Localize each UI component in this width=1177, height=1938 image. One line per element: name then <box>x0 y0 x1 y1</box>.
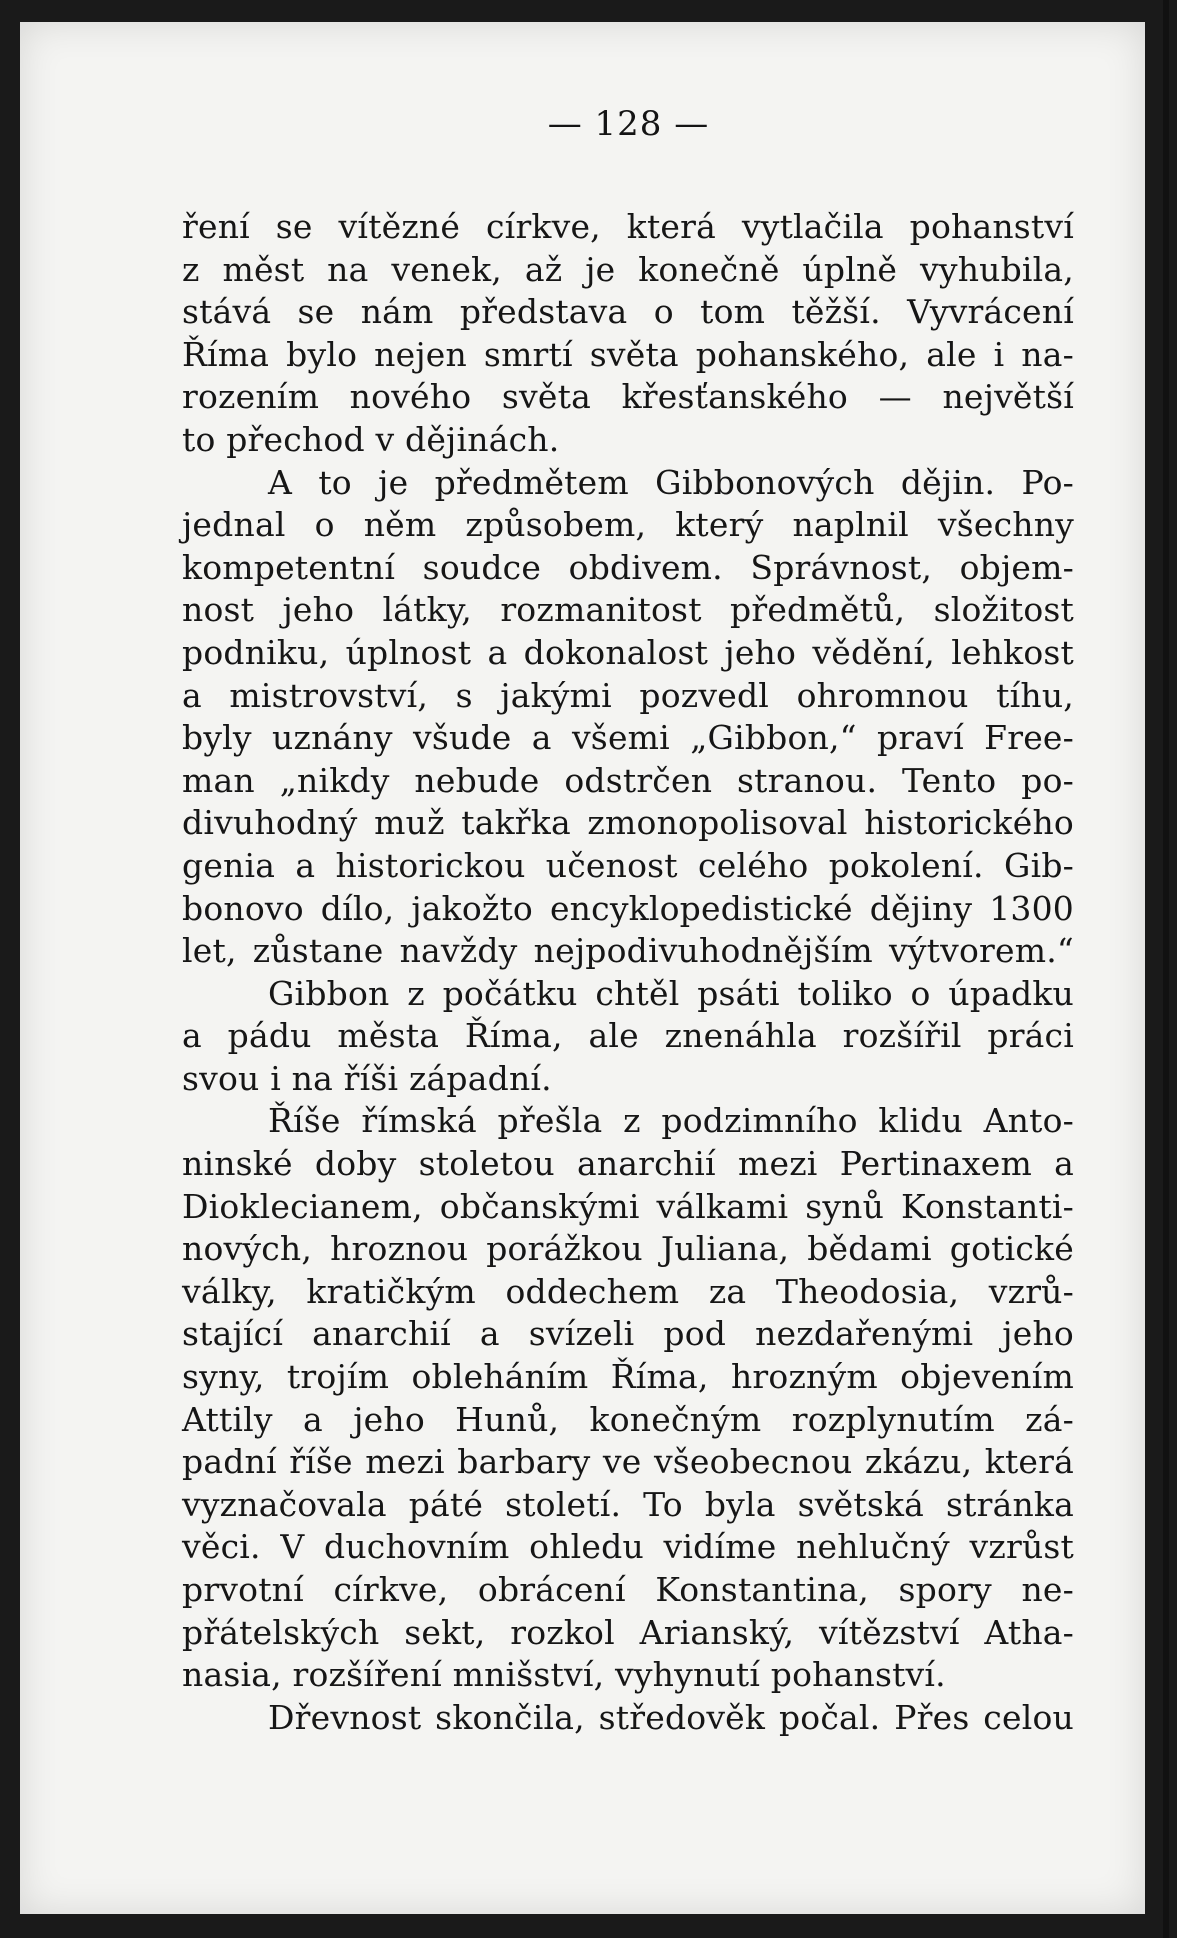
text-line: syny, trojím obleháním Říma, hrozným objevením <box>182 1357 1074 1397</box>
text-line: Dřevnost skončila, středověk počal. Přes celou <box>268 1697 1074 1737</box>
text-line: a pádu města Říma, ale znenáhla rozšířil práci <box>182 1016 1074 1056</box>
text-line: kompetentní soudce obdivem. Správnost, objem- <box>182 547 1074 587</box>
body-text <box>182 206 1074 1739</box>
text-line: a mistrovství, s jakými pozvedl ohromnou tíhu, <box>182 675 1074 715</box>
text-line: stající anarchií a svízeli pod nezdařenými jeho <box>182 1314 1074 1354</box>
text-line: Říma bylo nejen smrtí světa pohanského, ale i na- <box>182 334 1074 374</box>
text-line: vyznačovala páté století. To byla světská stránka <box>182 1484 1074 1524</box>
text-line: nost jeho látky, rozmanitost předmětů, složitost <box>182 590 1074 630</box>
text-line: svou i na říši západní. <box>182 1058 552 1098</box>
text-line: rozením nového světa křesťanského — největší <box>182 377 1074 417</box>
text-line: stává se nám představa o tom těžší. Vyvrácení <box>182 292 1074 332</box>
text-line: Gibbon z počátku chtěl psáti toliko o úpadku <box>268 973 1074 1013</box>
text-line: války, kratičkým oddechem za Theodosia, vzrů- <box>182 1271 1074 1311</box>
text-line: divuhodný muž takřka zmonopolisoval historického <box>182 803 1074 843</box>
text-line: podniku, úplnost a dokonalost jeho vědění, lehkost <box>182 632 1074 672</box>
text-line: věci. V duchovním ohledu vidíme nehlučný vzrůst <box>182 1527 1074 1567</box>
text-line: bonovo dílo, jakožto encyklopedistické dějiny 1300 <box>182 888 1074 928</box>
text-line: ninské doby stoletou anarchií mezi Pertinaxem a <box>182 1144 1074 1184</box>
text-line: let, zůstane navždy nejpodivuhodnějším výtvorem.“ <box>182 931 1074 971</box>
text-line: to přechod v dějinách. <box>182 419 560 459</box>
text-line: ření se vítězné církve, která vytlačila pohanství <box>182 207 1074 246</box>
binding-edge <box>1163 0 1169 1938</box>
text-line: z měst na venek, až je konečně úplně vyhubila, <box>182 249 1074 289</box>
text-line: byly uznány všude a všemi „Gibbon,“ praví Free- <box>182 718 1074 758</box>
text-line: man „nikdy nebude odstrčen stranou. Tento po- <box>182 760 1074 800</box>
text-line: Říše římská přešla z podzimního klidu Anto- <box>268 1101 1074 1141</box>
text-line: padní říše mezi barbary ve všeobecnou zkázu, která <box>182 1442 1074 1482</box>
text-line: A to je předmětem Gibbonových dějin. Po- <box>268 462 1074 502</box>
text-line: nasia, rozšíření mnišství, vyhynutí pohanství. <box>182 1655 946 1695</box>
page-number: — 128 — <box>547 104 710 144</box>
text-line: genia a historickou učenost celého pokolení. Gib- <box>182 845 1074 885</box>
text-line: přátelských sekt, rozkol Arianský, vítězství Atha- <box>182 1612 1074 1652</box>
text-line: Dioklecianem, občanskými válkami synů Konstanti- <box>182 1186 1074 1226</box>
text-line: prvotní církve, obrácení Konstantina, spory ne- <box>182 1570 1074 1609</box>
text-line: Attily a jeho Hunů, konečným rozplynutím zá- <box>182 1399 1074 1439</box>
text-line: jednal o něm způsobem, který naplnil všechny <box>182 505 1074 545</box>
text-line: nových, hroznou porážkou Juliana, bědami gotické <box>182 1229 1074 1269</box>
